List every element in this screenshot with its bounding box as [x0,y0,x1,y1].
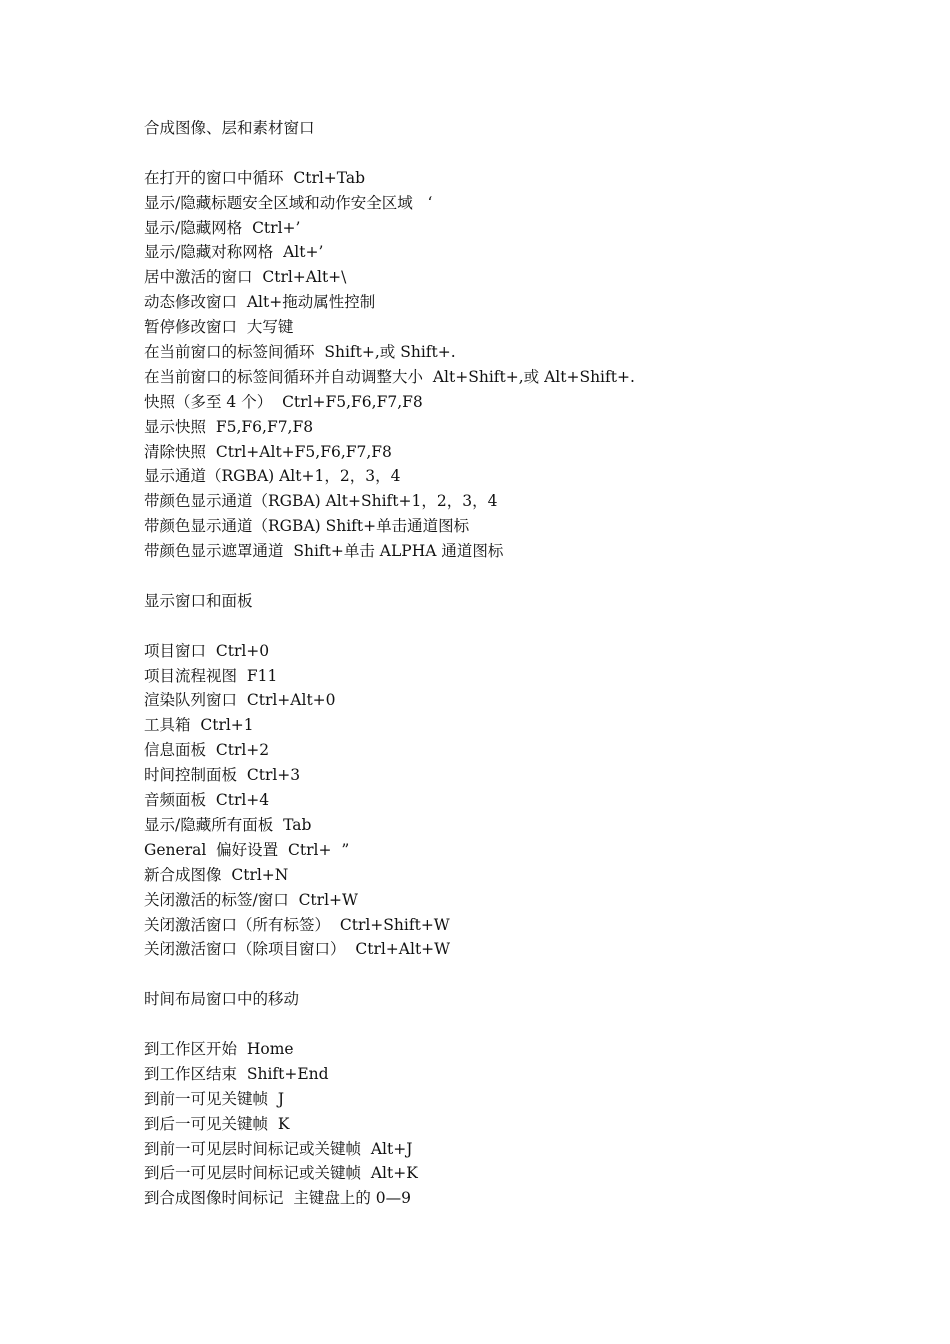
shortcut-line: General 偏好设置 Ctrl+ ” [144,840,350,859]
shortcut-line: 到工作区开始 Home [144,1039,294,1058]
shortcut-line: 清除快照 Ctrl+Alt+F5,F6,F7,F8 [144,442,392,461]
shortcut-line: 工具箱 Ctrl+1 [144,716,254,735]
blank-line [144,1012,904,1037]
shortcut-line: 到前一可见层时间标记或关键帧 Alt+J [144,1139,413,1158]
shortcut-line: 时间控制面板 Ctrl+3 [144,766,301,785]
shortcut-line: 显示/隐藏所有面板 Tab [144,815,312,834]
blank-line [144,962,904,987]
shortcut-line: 渲染队列窗口 Ctrl+Alt+0 [144,691,336,710]
shortcut-line: 到工作区结束 Shift+End [144,1064,329,1083]
shortcut-line: 关闭激活窗口（除项目窗口） Ctrl+Alt+W [144,940,451,959]
shortcut-line: 项目流程视图 F11 [144,666,278,685]
document-body [144,116,904,1211]
shortcut-line: 信息面板 Ctrl+2 [144,741,270,760]
shortcut-line: 显示快照 F5,F6,F7,F8 [144,417,314,436]
shortcut-line: 到前一可见关键帧 J [144,1089,285,1108]
shortcut-line: 到合成图像时间标记 主键盘上的 0—9 [144,1189,412,1208]
section-heading: 显示窗口和面板 [144,591,253,610]
section-heading: 时间布局窗口中的移动 [144,990,300,1009]
shortcut-line: 显示/隐藏对称网格 Alt+’ [144,243,324,262]
shortcut-line: 到后一可见层时间标记或关键帧 Alt+K [144,1164,418,1183]
shortcut-line: 带颜色显示遮罩通道 Shift+单击 ALPHA 通道图标 [144,542,504,561]
shortcut-line: 带颜色显示通道（RGBA) Shift+单击通道图标 [144,517,470,536]
shortcut-line: 在当前窗口的标签间循环 Shift+,或 Shift+. [144,343,456,362]
blank-line [144,564,904,589]
shortcut-line: 显示/隐藏网格 Ctrl+’ [144,218,301,237]
shortcut-line: 关闭激活的标签/窗口 Ctrl+W [144,890,358,909]
shortcut-line: 项目窗口 Ctrl+0 [144,641,270,660]
shortcut-line: 到后一可见关键帧 K [144,1114,290,1133]
shortcut-line: 在打开的窗口中循环 Ctrl+Tab [144,168,366,187]
shortcut-line: 快照（多至 4 个） Ctrl+F5,F6,F7,F8 [144,392,423,411]
shortcut-line: 居中激活的窗口 Ctrl+Alt+\ [144,268,347,287]
shortcut-line: 新合成图像 Ctrl+N [144,865,289,884]
section-heading: 合成图像、层和素材窗口 [144,119,315,137]
shortcut-line: 显示/隐藏标题安全区域和动作安全区域 ‘ [144,193,433,212]
blank-line [144,141,904,166]
shortcut-line: 音频面板 Ctrl+4 [144,791,270,810]
blank-line [144,614,904,639]
shortcut-line: 暂停修改窗口 大写键 [144,318,294,337]
shortcut-line: 带颜色显示通道（RGBA) Alt+Shift+1，2，3，4 [144,492,498,511]
shortcut-line: 动态修改窗口 Alt+拖动属性控制 [144,293,376,312]
shortcut-line: 关闭激活窗口（所有标签） Ctrl+Shift+W [144,915,450,934]
shortcut-line: 在当前窗口的标签间循环并自动调整大小 Alt+Shift+,或 Alt+Shift+. [144,367,635,386]
shortcut-line: 显示通道（RGBA) Alt+1，2，3，4 [144,467,401,486]
